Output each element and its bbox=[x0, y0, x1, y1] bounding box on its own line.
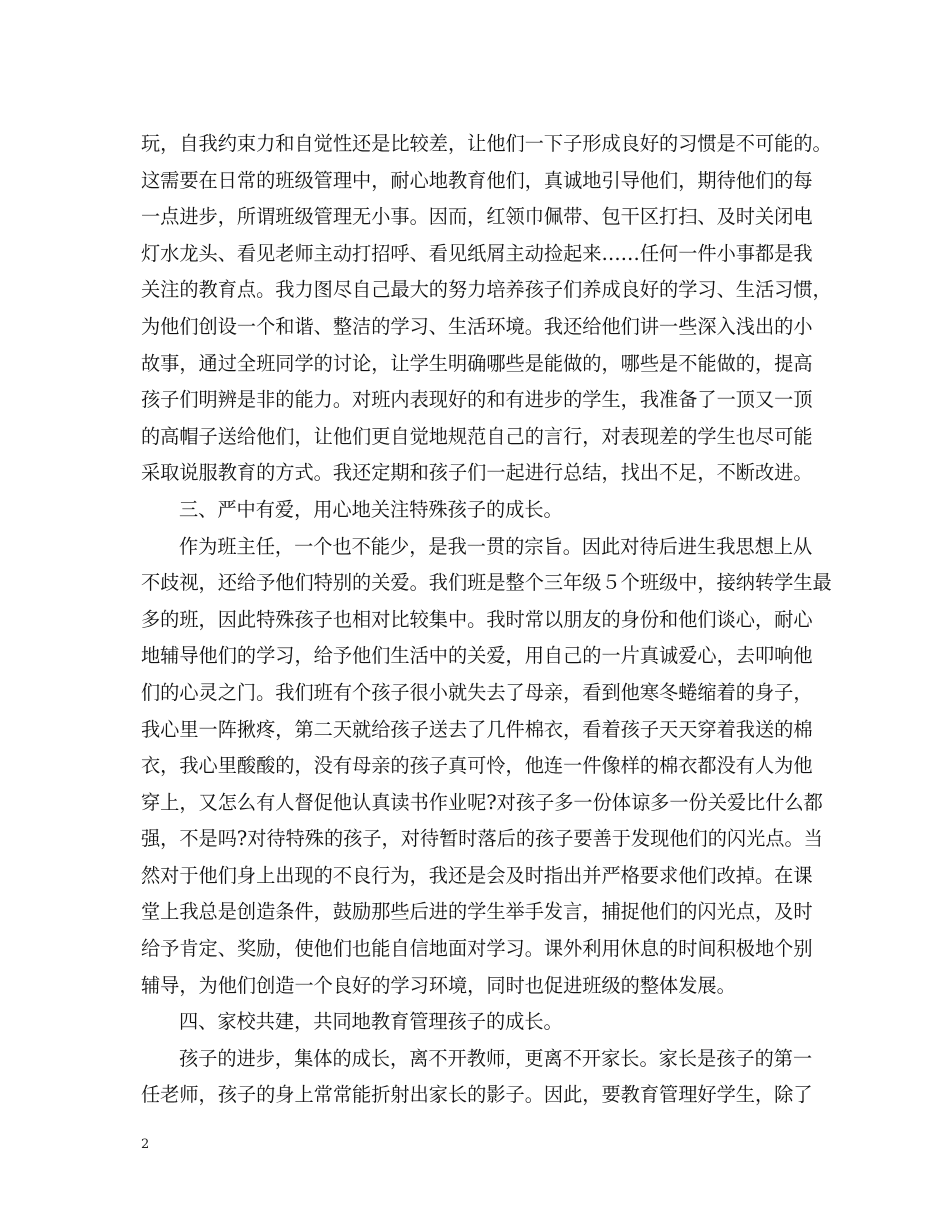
text-line: 关注的教育点。我力图尽自己最大的努力培养孩子们养成良好的学习、生活习惯， bbox=[141, 278, 832, 302]
text-line: 辅导，为他们创造一个良好的学习环境，同时也促进班级的整体发展。 bbox=[141, 973, 736, 997]
text-line: 地辅导他们的学习，给予他们生活中的关爱，用自己的一片真诚爱心，去叩响他 bbox=[141, 644, 813, 668]
text-line: 采取说服教育的方式。我还定期和孩子们一起进行总结，找出不足，不断改进。 bbox=[141, 461, 813, 485]
paragraph-start: 作为班主任，一个也不能少，是我一贯的宗旨。因此对待后进生我思想上从 bbox=[179, 534, 813, 558]
text-line: 给予肯定、奖励，使他们也能自信地面对学习。课外利用休息的时间积极地个别 bbox=[141, 937, 813, 961]
section-heading: 四、家校共建，共同地教育管理孩子的成长。 bbox=[179, 1010, 563, 1034]
text-line: 强，不是吗?对待特殊的孩子，对待暂时落后的孩子要善于发现他们的闪光点。当 bbox=[141, 827, 823, 851]
text-line: 这需要在日常的班级管理中，耐心地教育他们，真诚地引导他们，期待他们的每 bbox=[141, 168, 813, 192]
text-line: 灯水龙头、看见老师主动打招呼、看见纸屑主动捡起来……任何一件小事都是我 bbox=[141, 241, 813, 265]
text-line: 孩子们明辨是非的能力。对班内表现好的和有进步的学生，我准备了一顶又一顶 bbox=[141, 388, 813, 412]
text-line: 不歧视，还给予他们特别的关爱。我们班是整个三年级５个班级中，接纳转学生最 bbox=[141, 571, 832, 595]
paragraph-start: 孩子的进步，集体的成长，离不开教师，更离不开家长。家长是孩子的第一 bbox=[179, 1046, 813, 1070]
text-line: 的高帽子送给他们，让他们更自觉地规范自己的言行，对表现差的学生也尽可能 bbox=[141, 424, 813, 448]
text-line: 多的班，因此特殊孩子也相对比较集中。我时常以朋友的身份和他们谈心，耐心 bbox=[141, 607, 813, 631]
text-line: 然对于他们身上出现的不良行为，我还是会及时指出并严格要求他们改掉。在课 bbox=[141, 863, 813, 887]
text-line: 任老师，孩子的身上常常能折射出家长的影子。因此，要教育管理好学生，除了 bbox=[141, 1083, 813, 1107]
page-number: 2 bbox=[141, 1137, 150, 1152]
section-heading: 三、严中有爱，用心地关注特殊孩子的成长。 bbox=[179, 497, 563, 521]
text-line: 为他们创设一个和谐、整洁的学习、生活环境。我还给他们讲一些深入浅出的小 bbox=[141, 314, 813, 338]
text-line: 一点进步，所谓班级管理无小事。因而，红领巾佩带、包干区打扫、及时关闭电 bbox=[141, 205, 813, 229]
text-line: 堂上我总是创造条件，鼓励那些后进的学生举手发言，捕捉他们的闪光点，及时 bbox=[141, 900, 813, 924]
text-line: 故事，通过全班同学的讨论，让学生明确哪些是能做的，哪些是不能做的，提高 bbox=[141, 351, 813, 375]
text-line: 穿上，又怎么有人督促他认真读书作业呢?对孩子多一份体谅多一份关爱比什么都 bbox=[141, 790, 823, 814]
body-text bbox=[141, 126, 832, 1114]
text-line: 们的心灵之门。我们班有个孩子很小就失去了母亲，看到他寒冬蜷缩着的身子， bbox=[141, 680, 813, 704]
text-line: 衣，我心里酸酸的，没有母亲的孩子真可怜，他连一件像样的棉衣都没有人为他 bbox=[141, 754, 813, 778]
text-line: 玩，自我约束力和自觉性还是比较差，让他们一下子形成良好的习惯是不可能的。 bbox=[141, 132, 832, 155]
text-line: 我心里一阵揪疼，第二天就给孩子送去了几件棉衣，看着孩子天天穿着我送的棉 bbox=[141, 717, 813, 741]
